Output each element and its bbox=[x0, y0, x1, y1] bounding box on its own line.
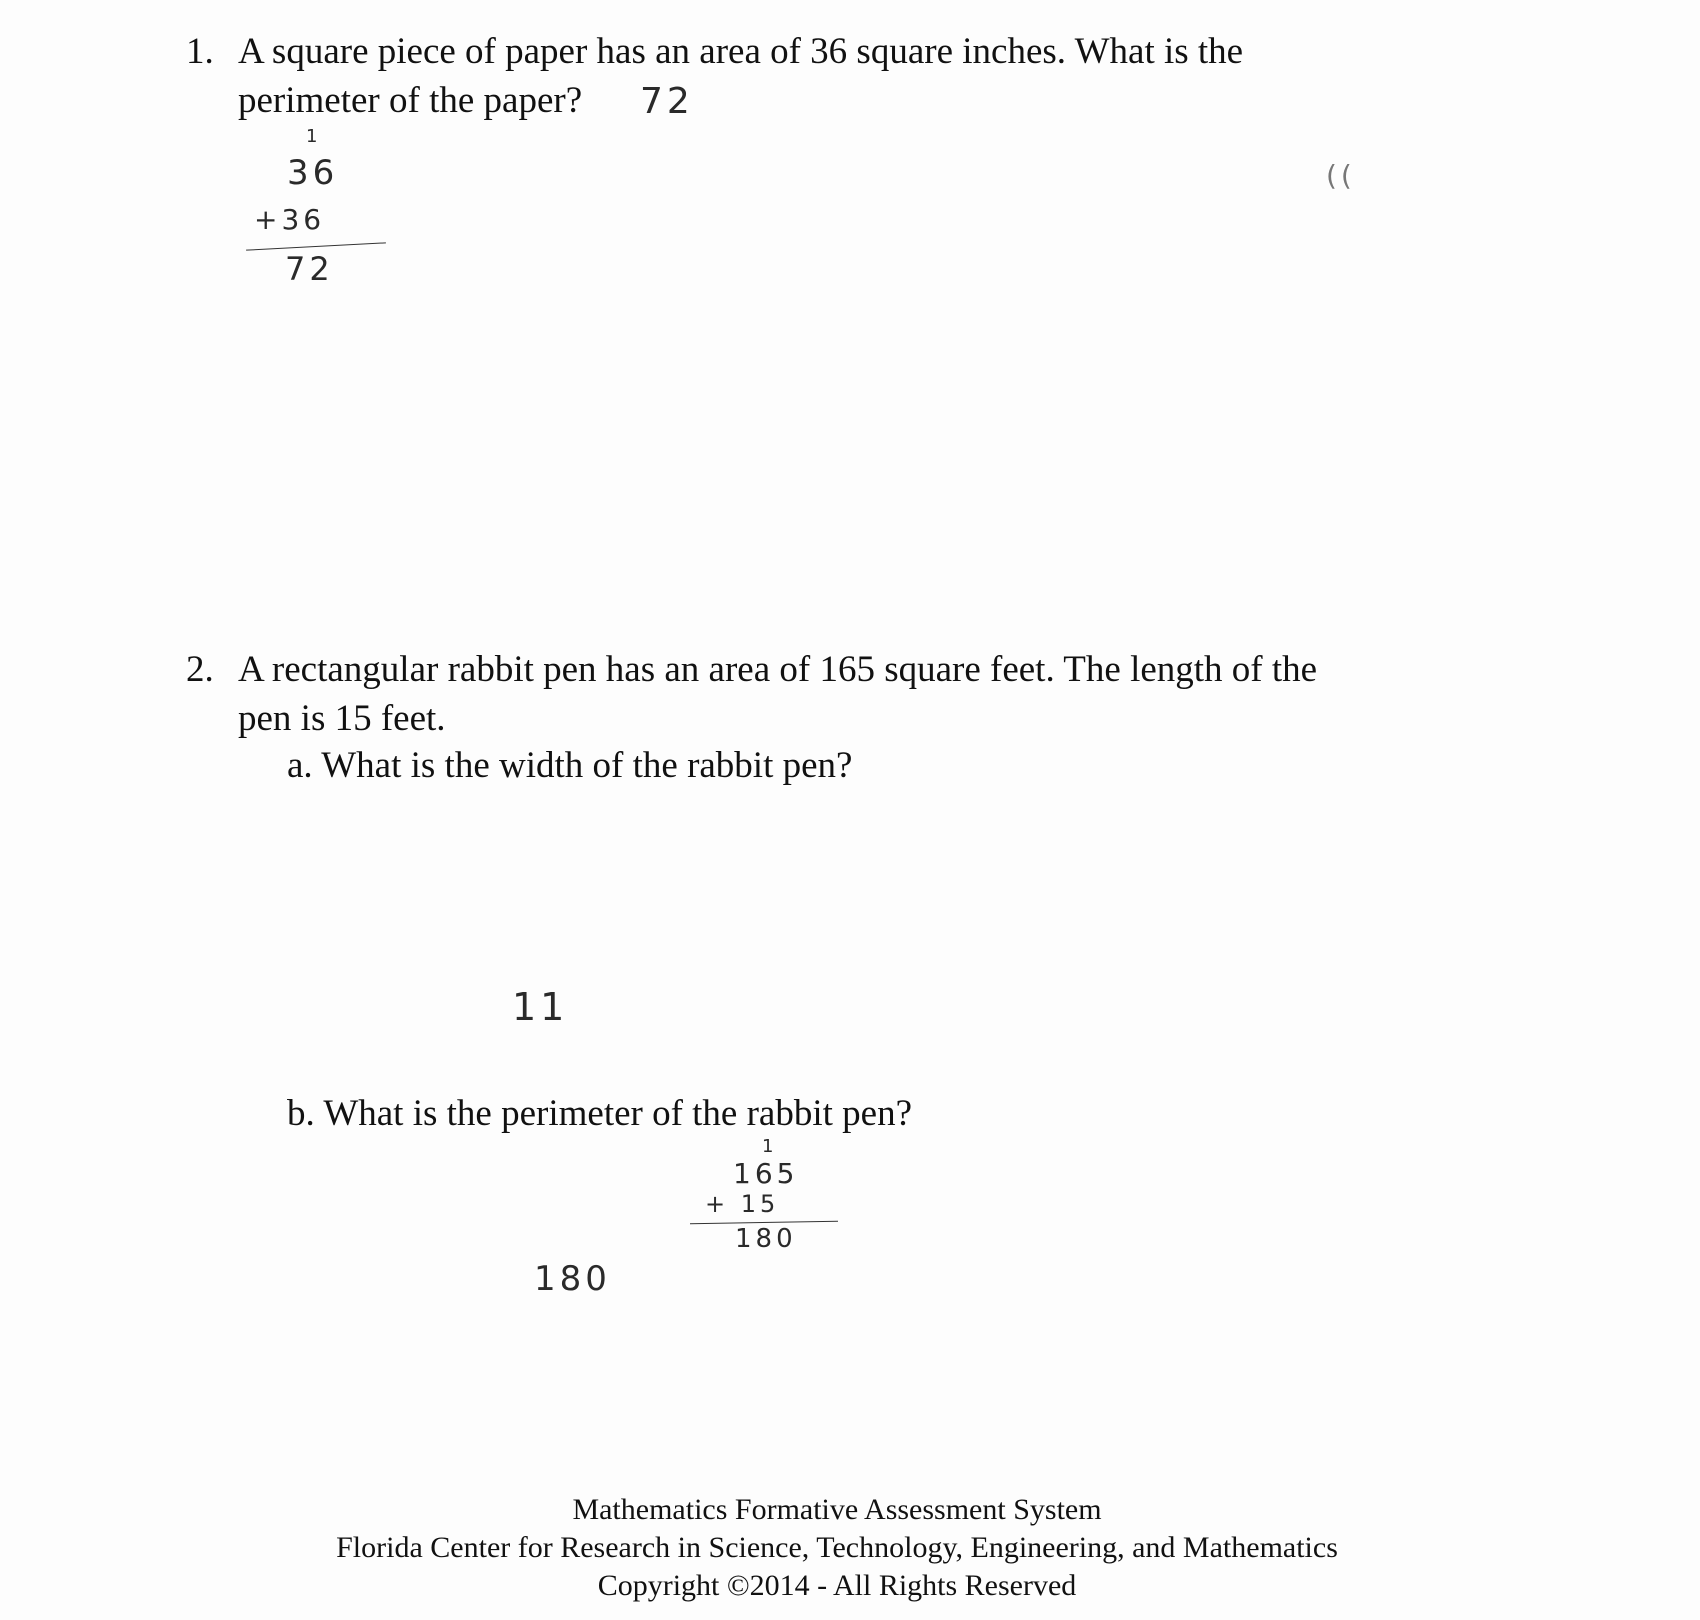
question-2b-addend2: + 15 bbox=[705, 1190, 780, 1218]
question-1-text-line1: A square piece of paper has an area of 36 square inches. What is the bbox=[238, 31, 1244, 72]
question-2b-carry: 1 bbox=[762, 1136, 778, 1157]
question-2b-handwritten-answer: 180 bbox=[534, 1259, 611, 1299]
question-1-number: 1. bbox=[186, 31, 214, 72]
question-2b-addend1: 165 bbox=[733, 1157, 799, 1190]
question-1-carry: 1 bbox=[306, 126, 322, 147]
question-2b-text: b. What is the perimeter of the rabbit pen? bbox=[287, 1093, 913, 1134]
question-1-text-line2: perimeter of the paper? bbox=[238, 80, 583, 121]
question-2-text-line2: pen is 15 feet. bbox=[238, 698, 446, 739]
question-1-addend2: +36 bbox=[254, 203, 326, 236]
question-2-text-line1: A rectangular rabbit pen has an area of 165 square feet. The length of the bbox=[238, 649, 1318, 690]
footer-line1: Mathematics Formative Assessment System bbox=[572, 1493, 1102, 1526]
footer-copyright: Copyright ©2014 - All Rights Reserved bbox=[597, 1569, 1077, 1602]
footer-line2: Florida Center for Research in Science, Technology, Engineering, and Mathematics bbox=[336, 1531, 1338, 1564]
question-1-sum: 72 bbox=[285, 250, 334, 288]
question-2-number: 2. bbox=[186, 649, 214, 690]
margin-mark: (( bbox=[1326, 159, 1356, 192]
question-2a-handwritten-answer: 11 bbox=[512, 985, 569, 1029]
question-1-addend1: 36 bbox=[287, 153, 339, 193]
question-2a-text: a. What is the width of the rabbit pen? bbox=[287, 745, 853, 786]
question-2b-sum: 180 bbox=[735, 1224, 797, 1254]
question-1-handwritten-answer: 72 bbox=[640, 81, 694, 122]
